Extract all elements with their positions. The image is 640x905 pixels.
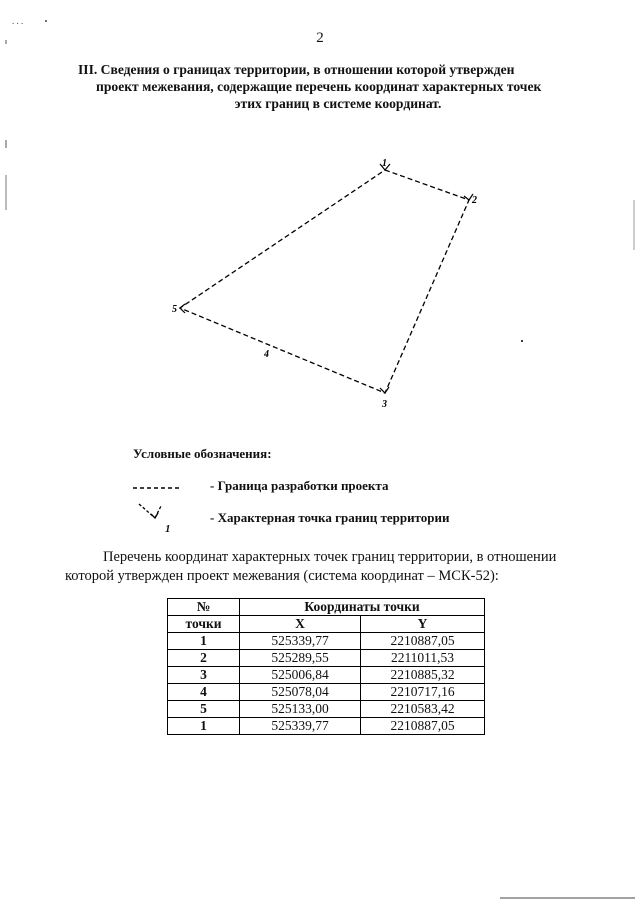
heading-line-3: этих границ в системе координат. (234, 96, 442, 111)
table-row (168, 633, 485, 650)
heading-line-2: проект межевания, содержащие перечень координат характерных точек (96, 79, 542, 94)
header-num-1: № (168, 599, 240, 616)
row-y: 2210887,05 (361, 633, 485, 650)
dashed-line-icon (133, 478, 183, 494)
table-row (168, 650, 485, 667)
point-label-2: 2 (472, 195, 477, 206)
row-x: 525339,77 (240, 633, 361, 650)
scan-mark: . . . (12, 16, 24, 26)
legend-boundary-text: - Граница разработки проекта (210, 478, 389, 493)
point-marker-icon (133, 502, 193, 544)
row-y: 2210583,42 (361, 701, 485, 718)
row-num: 1 (168, 718, 240, 735)
header-num-2: точки (168, 616, 240, 633)
coordinates-intro (65, 548, 585, 586)
table-row (168, 701, 485, 718)
row-num: 5 (168, 701, 240, 718)
point-marker-3 (380, 387, 389, 410)
row-y: 2210717,16 (361, 684, 485, 701)
row-x: 525006,84 (240, 667, 361, 684)
legend-point-text: - Характерная точка границ территории (210, 510, 450, 525)
legend-title: Условные обозначения: (133, 446, 272, 461)
boundary-polygon (180, 170, 469, 393)
table-subheader-row (168, 616, 485, 633)
page-number: 2 (316, 30, 324, 46)
intro-text: Перечень координат характерных точек границ территории, в отношении которой утвержден проект межевания (система координат – МСК-52): (65, 549, 557, 584)
row-num: 3 (168, 667, 240, 684)
row-num: 1 (168, 633, 240, 650)
scan-mark (45, 20, 47, 22)
coordinates-table (167, 598, 485, 735)
row-num: 4 (168, 684, 240, 701)
row-x: 525339,77 (240, 718, 361, 735)
heading-line-1: III. Сведения о границах территории, в отношении которой утвержден (78, 62, 515, 77)
point-marker-5 (172, 304, 185, 315)
point-marker-1 (380, 158, 390, 170)
point-marker-4 (263, 349, 269, 360)
scan-dot (521, 340, 523, 342)
row-y: 2210887,05 (361, 718, 485, 735)
table-row (168, 667, 485, 684)
row-y: 2211011,53 (361, 650, 485, 667)
row-x: 525133,00 (240, 701, 361, 718)
table-row (168, 718, 485, 735)
point-label-5: 5 (172, 304, 177, 315)
table-row (168, 684, 485, 701)
point-label-4: 4 (264, 349, 269, 360)
point-marker-2 (464, 194, 477, 206)
row-x: 525289,55 (240, 650, 361, 667)
row-x: 525078,04 (240, 684, 361, 701)
table-header-row (168, 599, 485, 616)
header-coords: Координаты точки (240, 599, 485, 616)
legend-point-sample-label: 1 (165, 523, 171, 535)
row-num: 2 (168, 650, 240, 667)
header-y: Y (361, 616, 485, 633)
row-y: 2210885,32 (361, 667, 485, 684)
point-label-1: 1 (382, 158, 387, 169)
point-label-3: 3 (382, 399, 387, 410)
header-x: X (240, 616, 361, 633)
